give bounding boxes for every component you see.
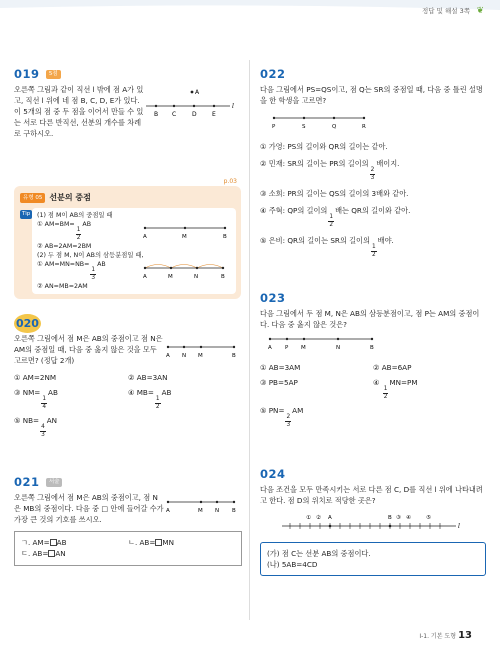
question-text: 다음 조건을 모두 만족시키는 서로 다른 점 C, D를 직선 l 위에 나타내려고 한다. 점 D의 위치로 적당한 곳은? [260, 484, 483, 505]
concept-line-2b: ② AN=MB=2AM [37, 283, 88, 291]
footer-section: Ⅰ-1. 기본 도형 [419, 633, 456, 640]
svg-text:P: P [272, 124, 276, 131]
svg-text:P: P [285, 345, 289, 352]
question-text: 다음 그림에서 두 점 M, N은 AB의 삼등분점이고, 점 P는 AM의 중점이다. 다음 중 옳지 않은 것은? [260, 308, 480, 329]
svg-text:B: B [154, 110, 159, 118]
question-022 [260, 66, 486, 259]
question-023 [260, 290, 486, 433]
column-divider [249, 60, 250, 620]
line-label: l [458, 523, 460, 531]
difficulty-badge: 5점 [46, 70, 61, 79]
svg-text:M: M [198, 507, 203, 514]
svg-text:B: B [370, 345, 374, 352]
svg-text:B: B [232, 507, 236, 514]
option-4[interactable]: ④ 주혁: QP의 길이의 $\frac{1}{2}$ 배는 QR의 길이와 같아. [260, 206, 411, 229]
question-number: 020 [14, 314, 41, 333]
option-2[interactable]: ② AB=6AP [373, 363, 412, 373]
choice-b[interactable]: ㄴ. AB= MN [128, 538, 174, 548]
svg-text:M: M [182, 234, 187, 241]
svg-text:N: N [215, 507, 220, 514]
concept-box-midpoint [14, 178, 241, 299]
svg-text:Q: Q [332, 124, 337, 131]
option-1[interactable]: ① AM=2NM [14, 372, 57, 382]
question-number: 022 [260, 67, 286, 81]
marker-1: ① [306, 515, 311, 522]
q024-number-line [260, 512, 470, 534]
question-019 [14, 66, 242, 140]
concept-title: 선분의 중점 [49, 193, 91, 202]
option-3[interactable]: ③ NM= $\frac{1}{4}$ AB [14, 387, 58, 410]
page-header [0, 0, 500, 22]
option-3[interactable]: ③ PB=5AP [260, 378, 298, 388]
option-2[interactable]: ② AB=3AN [128, 372, 168, 382]
question-text: 오른쪽 그림에서 점 M은 AB의 중점이고, 점 N은 MB의 중점이다. 다음 중 □ 안에 들어갈 수가 가장 큰 것의 기호를 쓰시오. [14, 492, 164, 525]
concept-line-1: (1) 점 M이 AB의 중점일 때 [37, 212, 113, 219]
concept-content [32, 208, 236, 294]
marker-3: ③ [396, 515, 401, 522]
answer-options [14, 372, 242, 439]
svg-text:A: A [166, 507, 170, 514]
blank-box [50, 539, 57, 546]
marker-4: ④ [406, 515, 411, 522]
concept-line-2: (2) 두 점 M, N이 AB의 삼등분점일 때, [37, 252, 144, 260]
q021-figure [164, 492, 239, 522]
svg-text:E: E [212, 110, 216, 118]
svg-text:N: N [182, 353, 187, 360]
svg-text:N: N [336, 345, 341, 352]
point-b: B [388, 515, 392, 522]
point-a: A [328, 515, 332, 522]
svg-text:A: A [166, 353, 170, 360]
svg-text:B: B [221, 274, 225, 281]
marker-2: ② [316, 515, 321, 522]
svg-text:M: M [301, 345, 306, 352]
question-020 [14, 314, 242, 443]
point-label-a: A [195, 88, 200, 96]
concept-header [20, 192, 91, 204]
concept-figure-trisection [141, 260, 231, 282]
answer-options [260, 141, 486, 259]
condition-1: (가) 점 C는 선분 AB의 중점이다. [267, 549, 371, 559]
option-1[interactable]: ① AB=3AM [260, 363, 301, 373]
option-2[interactable]: ② 민재: SR의 길이는 PR의 길이의 $\frac{2}{3}$ 배이지. [260, 159, 400, 182]
concept-page-ref: p.03 [223, 178, 237, 185]
tip-badge: Tip [22, 211, 31, 217]
option-5[interactable]: ⑤ 은비: QR의 길이는 SR의 길이의 $\frac{1}{2}$ 배야. [260, 236, 394, 259]
svg-text:R: R [362, 124, 366, 131]
svg-text:N: N [194, 274, 199, 281]
q023-figure [260, 333, 380, 357]
svg-text:B: B [232, 353, 236, 360]
leaf-icon: ❦ [476, 6, 484, 16]
question-021 [14, 474, 242, 566]
svg-text:C: C [172, 110, 177, 118]
option-1[interactable]: ① 가영: PS의 길이와 QR의 길이는 같아. [260, 142, 388, 152]
conditions-box [260, 542, 486, 576]
page-footer [0, 630, 500, 655]
svg-text:S: S [302, 124, 306, 131]
svg-text:M: M [198, 353, 203, 360]
concept-line-2a: ① AM=MN=NB= $\frac{1}{3}$ AB [37, 261, 106, 282]
condition-2: (나) 5AB=4CD [267, 560, 318, 570]
option-4[interactable]: ④ MB= $\frac{1}{2}$ AB [128, 387, 172, 410]
choice-c[interactable]: ㄷ. AB= AN [21, 549, 66, 559]
q019-figure [144, 84, 239, 124]
concept-line-1a: ① AM=BM= $\frac{1}{2}$ AB [37, 221, 92, 242]
svg-text:M: M [168, 274, 173, 281]
q022-figure [260, 110, 370, 136]
marker-5: ⑤ [426, 515, 431, 522]
option-3[interactable]: ③ 소희: PR의 길이는 QS의 길이의 3배와 같아. [260, 189, 409, 199]
concept-tag: 유형 05 [20, 193, 45, 204]
question-number: 019 [14, 67, 40, 81]
header-label: 정답 및 해설 3쪽 [421, 7, 470, 15]
svg-text:A: A [143, 234, 147, 241]
answer-options [260, 362, 486, 429]
svg-text:A: A [268, 345, 272, 352]
option-5[interactable]: ⑤ PN= $\frac{2}{3}$ AM [260, 406, 304, 429]
question-024 [260, 466, 486, 576]
question-text: 오른쪽 그림에서 점 M은 AB의 중점이고 점 N은 AM의 중점일 때, 다음 중 옳지 않은 것을 모두 고르면? (정답 2개) [14, 334, 163, 366]
concept-line-1b: ② AB=2AM=2BM [37, 243, 92, 251]
q020-figure [164, 333, 239, 363]
concept-figure-midpoint [141, 220, 231, 242]
choice-a[interactable]: ㄱ. AM= AB [21, 538, 67, 548]
question-number: 023 [260, 291, 286, 305]
option-5[interactable]: ⑤ NB= $\frac{4}{3}$ AN [14, 415, 58, 438]
choice-box [14, 531, 242, 565]
type-badge: 서술 [46, 478, 63, 487]
svg-text:B: B [223, 234, 227, 241]
svg-text:A: A [143, 274, 147, 281]
question-text: 다음 그림에서 PS=QS이고, 점 Q는 SR의 중점일 때, 다음 중 틀린 설명을 한 학생을 고르면? [260, 84, 483, 105]
question-number: 021 [14, 475, 40, 489]
question-text: 오른쪽 그림과 같이 직선 l 밖에 점 A가 있고, 직선 l 위에 네 점 B, C, D, E가 있다. 이 5개의 점 중 두 점을 이어서 만들 수 있는 서로 다른 반직선, 선분의 개수를 차례로 구하시오. [14, 84, 144, 139]
option-4[interactable]: ④ $\frac{1}{2}$ MN=PM [373, 378, 418, 401]
svg-text:D: D [192, 110, 197, 118]
page-number: 13 [458, 630, 472, 641]
question-number: 024 [260, 467, 286, 481]
svg-text:l: l [232, 102, 234, 110]
